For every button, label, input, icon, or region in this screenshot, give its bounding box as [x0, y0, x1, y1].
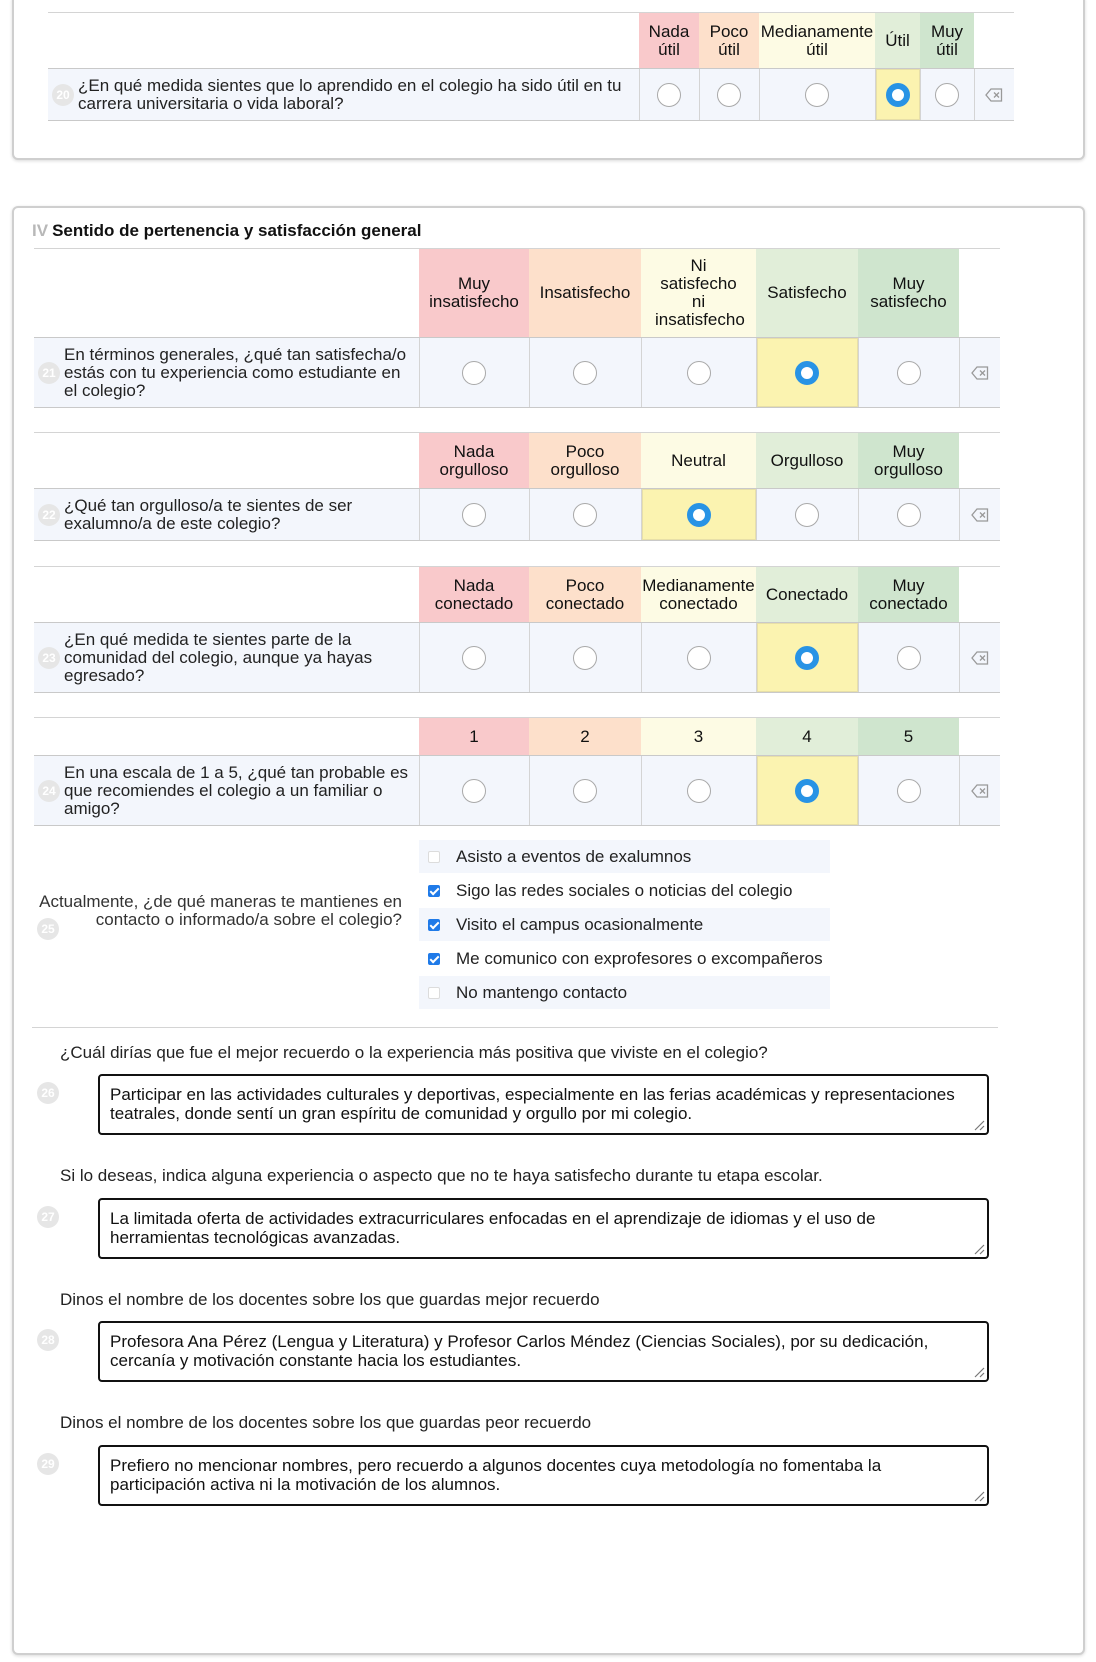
clear-answer-button[interactable]: [959, 489, 1000, 541]
option-label: 1: [419, 718, 529, 756]
resize-grip-icon[interactable]: [973, 1119, 985, 1131]
likert-table-q21: [34, 248, 1000, 408]
option-cell[interactable]: [529, 756, 641, 826]
option-label: Poco conectado: [529, 567, 641, 623]
checkbox-checked[interactable]: [428, 919, 440, 931]
option-label: Muy insatisfecho: [419, 249, 529, 338]
option-cell[interactable]: [858, 756, 959, 826]
option-cell[interactable]: [858, 338, 959, 408]
option-cell-selected[interactable]: [875, 69, 920, 121]
checkbox-checked[interactable]: [428, 953, 440, 965]
option-label: Satisfecho: [756, 249, 858, 338]
option-label: Medianamente conectado: [641, 567, 756, 623]
question-text: 20 ¿En qué medida sientes que lo aprendido en el colegio ha sido útil en tu carrera universitaria o vida laboral?: [48, 69, 639, 121]
radio-button[interactable]: [795, 503, 819, 527]
option-label: Nada orgulloso: [419, 433, 529, 489]
radio-button[interactable]: [897, 779, 921, 803]
checkbox-checked[interactable]: [428, 885, 440, 897]
resize-grip-icon[interactable]: [973, 1243, 985, 1255]
question-number: 28: [37, 1329, 59, 1351]
radio-button[interactable]: [573, 779, 597, 803]
option-cell[interactable]: [699, 69, 759, 121]
radio-button-selected[interactable]: [687, 503, 711, 527]
question-text: 23 ¿En qué medida te sientes parte de la comunidad del colegio, aunque ya hayas egresado?: [34, 623, 419, 693]
answer-textarea[interactable]: La limitada oferta de actividades extracurriculares enfocadas en el aprendizaje de idiomas y el uso de herramientas tecnológicas avanzadas.: [98, 1198, 989, 1259]
option-label: Nada útil: [639, 13, 699, 69]
option-label: Ni satisfecho ni insatisfecho: [641, 249, 756, 338]
radio-button-selected[interactable]: [795, 779, 819, 803]
option-label: Muy conectado: [858, 567, 959, 623]
question-text: 24 En una escala de 1 a 5, ¿qué tan probable es que recomiendes el colegio a un familiar o amigo?: [34, 756, 419, 826]
option-cell[interactable]: [641, 756, 756, 826]
checkbox[interactable]: [428, 987, 440, 999]
question-text: Si lo deseas, indica alguna experiencia o aspecto que no te haya satisfecho durante tu etapa escolar.: [60, 1166, 823, 1185]
resize-grip-icon[interactable]: [973, 1490, 985, 1502]
option-cell-selected[interactable]: [756, 756, 858, 826]
option-cell-selected[interactable]: [756, 338, 858, 408]
option-label: Útil: [875, 13, 920, 69]
option-cell[interactable]: [419, 489, 529, 541]
checkbox[interactable]: [428, 851, 440, 863]
question-card-20: [12, 0, 1085, 160]
checkbox-option[interactable]: No mantengo contacto: [419, 976, 830, 1009]
divider: [32, 1027, 998, 1028]
radio-button[interactable]: [897, 503, 921, 527]
radio-button[interactable]: [462, 779, 486, 803]
option-label: Poco útil: [699, 13, 759, 69]
resize-grip-icon[interactable]: [973, 1366, 985, 1378]
checkbox-option[interactable]: Asisto a eventos de exalumnos: [419, 840, 830, 873]
question-number: 23: [38, 647, 60, 669]
radio-button[interactable]: [462, 503, 486, 527]
question-number: 24: [38, 780, 60, 802]
option-cell-selected[interactable]: [641, 489, 756, 541]
section-title: IV Sentido de pertenencia y satisfacción general: [32, 221, 422, 240]
radio-button[interactable]: [687, 361, 711, 385]
option-cell[interactable]: [759, 69, 875, 121]
question-text: ¿Cuál dirías que fue el mejor recuerdo o la experiencia más positiva que viviste en el colegio?: [60, 1043, 768, 1062]
checkbox-option[interactable]: Sigo las redes sociales o noticias del colegio: [419, 874, 830, 907]
option-label: Muy orgulloso: [858, 433, 959, 489]
option-label: Muy satisfecho: [858, 249, 959, 338]
radio-button-selected[interactable]: [795, 646, 819, 670]
option-label: 2: [529, 718, 641, 756]
option-label: 5: [858, 718, 959, 756]
option-cell[interactable]: [639, 69, 699, 121]
question-number: 25: [37, 918, 59, 940]
option-cell[interactable]: [641, 623, 756, 693]
backspace-icon: [971, 508, 989, 522]
question-text: 21 En términos generales, ¿qué tan satisfecha/o estás con tu experiencia como estudiante en el colegio?: [34, 338, 419, 408]
backspace-icon: [971, 651, 989, 665]
option-label: Nada conectado: [419, 567, 529, 623]
option-label: Poco orgulloso: [529, 433, 641, 489]
likert-table-q20: [48, 12, 1014, 121]
option-label: Muy útil: [920, 13, 974, 69]
checkbox-option[interactable]: Visito el campus ocasionalmente: [419, 908, 830, 941]
clear-answer-button[interactable]: [959, 623, 1000, 693]
radio-button[interactable]: [573, 646, 597, 670]
backspace-icon: [985, 88, 1003, 102]
option-cell[interactable]: [419, 338, 529, 408]
option-cell-selected[interactable]: [756, 623, 858, 693]
radio-button[interactable]: [935, 83, 959, 107]
backspace-icon: [971, 366, 989, 380]
radio-button[interactable]: [717, 83, 741, 107]
backspace-icon: [971, 784, 989, 798]
radio-button[interactable]: [573, 503, 597, 527]
option-label: Insatisfecho: [529, 249, 641, 338]
option-cell[interactable]: [641, 338, 756, 408]
option-cell[interactable]: [858, 489, 959, 541]
radio-button[interactable]: [462, 646, 486, 670]
checkbox-option[interactable]: Me comunico con exprofesores o excompañeros: [419, 942, 830, 975]
option-label: Medianamente útil: [759, 13, 875, 69]
option-cell[interactable]: [529, 623, 641, 693]
radio-button[interactable]: [687, 646, 711, 670]
option-cell[interactable]: [920, 69, 974, 121]
question-number: 20: [52, 84, 74, 106]
answer-textarea[interactable]: Profesora Ana Pérez (Lengua y Literatura) y Profesor Carlos Méndez (Ciencias Sociales), por su dedicación, cercanía y motivación constante hacia los estudiantes.: [98, 1321, 989, 1382]
question-number: 27: [37, 1206, 59, 1228]
radio-button[interactable]: [573, 361, 597, 385]
radio-button[interactable]: [462, 361, 486, 385]
option-label: Neutral: [641, 433, 756, 489]
option-cell[interactable]: [529, 489, 641, 541]
radio-button[interactable]: [657, 83, 681, 107]
option-cell[interactable]: [419, 623, 529, 693]
question-number: 26: [37, 1082, 59, 1104]
clear-answer-button[interactable]: [959, 338, 1000, 408]
radio-button[interactable]: [897, 646, 921, 670]
question-number: 22: [38, 504, 60, 526]
answer-textarea[interactable]: Participar en las actividades culturales y deportivas, especialmente en las ferias académicas y representaciones teatrales, donde sentí un gran espíritu de comunidad y orgullo por mi colegio.: [98, 1074, 989, 1135]
radio-button[interactable]: [897, 361, 921, 385]
radio-button[interactable]: [687, 779, 711, 803]
option-cell[interactable]: [858, 623, 959, 693]
question-number: 29: [37, 1453, 59, 1475]
option-label: 4: [756, 718, 858, 756]
option-cell[interactable]: [529, 338, 641, 408]
likert-table-q24: [34, 717, 1000, 826]
answer-textarea[interactable]: Prefiero no mencionar nombres, pero recuerdo a algunos docentes cuya metodología no fomentaba la participación activa ni la motivación de los alumnos.: [98, 1445, 989, 1506]
likert-table-q22: [34, 432, 1000, 541]
question-text: Actualmente, ¿de qué maneras te mantienes en contacto o informado/a sobre el colegio?: [39, 892, 402, 929]
option-cell[interactable]: [756, 489, 858, 541]
clear-answer-button[interactable]: [959, 756, 1000, 826]
radio-button-selected[interactable]: [886, 83, 910, 107]
question-number: 21: [38, 362, 60, 384]
option-label: Conectado: [756, 567, 858, 623]
question-text: Dinos el nombre de los docentes sobre los que guardas mejor recuerdo: [60, 1290, 600, 1309]
question-text: 22 ¿Qué tan orgulloso/a te sientes de ser exalumno/a de este colegio?: [34, 489, 419, 541]
question-text: Dinos el nombre de los docentes sobre los que guardas peor recuerdo: [60, 1413, 592, 1432]
likert-table-q23: [34, 566, 1000, 693]
option-cell[interactable]: [419, 756, 529, 826]
clear-answer-button[interactable]: [974, 69, 1014, 121]
radio-button-selected[interactable]: [795, 361, 819, 385]
option-label: Orgulloso: [756, 433, 858, 489]
radio-button[interactable]: [805, 83, 829, 107]
option-label: 3: [641, 718, 756, 756]
